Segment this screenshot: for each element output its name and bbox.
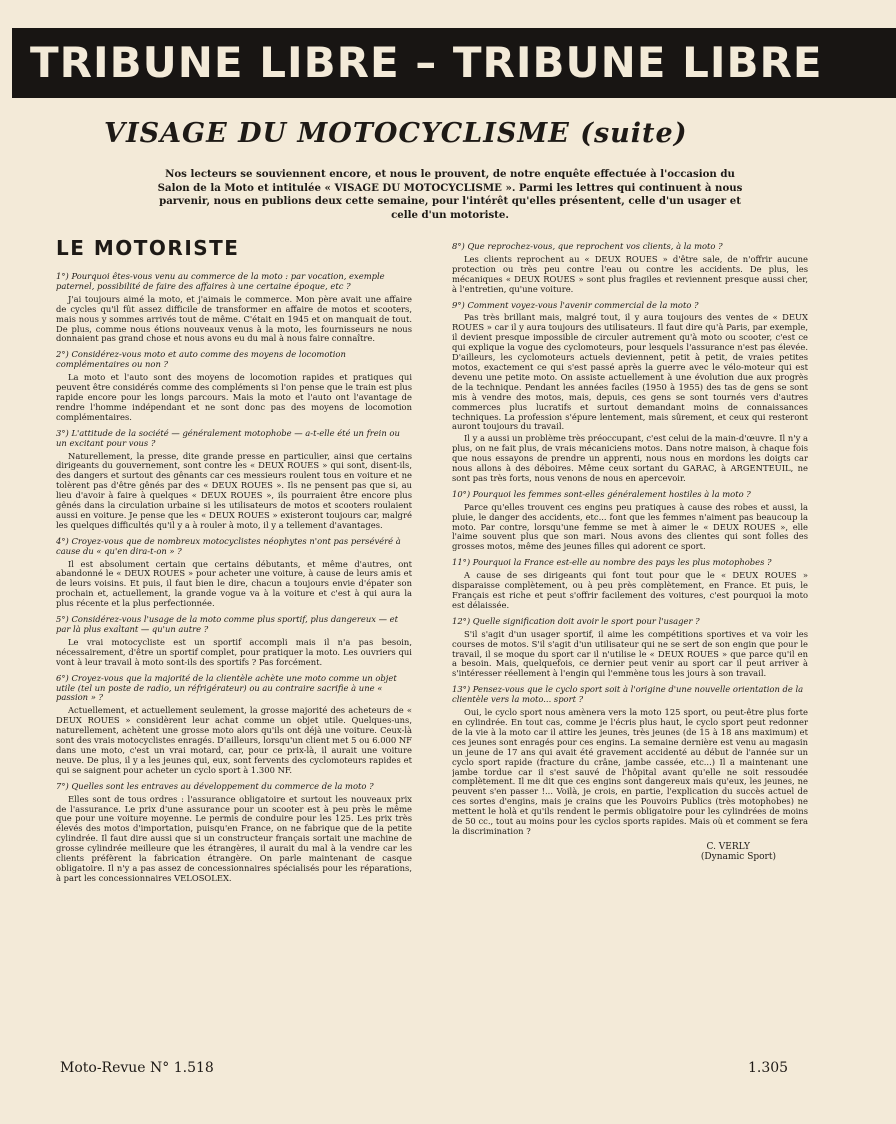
- section-heading: LE MOTORISTE: [56, 236, 240, 260]
- signature-name: C. VERLY: [706, 841, 750, 852]
- answer: Elles sont de tous ordres : l'assurance obligatoire et surtout les nouveaux prix de l'assurance. Le prix d'une assurance pour un scooter est à peu près le même que pour une voiture moyenne. Le permis de conduire pour les 125. Les prix très élevés des motos d'importation, puisqu'en France, on ne fabrique que de la petite cylindrée. Il faut dire aussi que si un constructeur français sortait une machine de grosse cylindrée meilleure que les étrangères, il aurait du mal à la vendre car les clients préfèrent la fabrication étrangère. On parle maintenant de casque obligatoire. Il n'y a pas assez de concessionnaires spécialisés pour les réparations, à part les concessionnaires VELOSOLEX.: [56, 793, 412, 883]
- question: 4°) Croyez-vous que de nombreux motocyclistes néophytes n'ont pas persévéré à cause du « qu'en dira-t-on » ?: [56, 535, 401, 556]
- question: 10°) Pourquoi les femmes sont-elles généralement hostiles à la moto ?: [452, 488, 751, 499]
- answer: J'ai toujours aimé la moto, et j'aimais le commerce. Mon père avait une affaire de cycles qu'il fût assez difficile de transformer en affaire de motos et scooters, mais nous y sommes arrivés tout de même. C'était en 1945 et on manquait de tout. De plus, comme nous étions nouveaux venus à la moto, les fournisseurs ne nous donnaient pas grand chose et nous avons eu du mal à nous faire connaître.: [56, 293, 412, 344]
- question: 5°) Considérez-vous l'usage de la moto comme plus sportif, plus dangereux — et par là plus exaltant — qu'un autre ?: [56, 614, 398, 634]
- answer: A cause de ses dirigeants qui font tout pour que le « DEUX ROUES » disparaisse complètement, ou à peu près complètement, en France. Et puis, le Français est riche et peut s'offrir facilement des voitures, c'est pourquoi la moto est délaissée.: [452, 570, 808, 610]
- question: 9°) Comment voyez-vous l'avenir commercial de la moto ?: [452, 299, 699, 310]
- answer: Le vrai motocycliste est un sportif accompli mais il n'a pas besoin, nécessairement, d'être un sportif complet, pour pratiquer la moto. Les ouvriers qui vont à leur travail à moto sont-ils des sportifs ? Pas forcément.: [56, 636, 412, 667]
- answer: Actuellement, et actuellement seulement, la grosse majorité des acheteurs de « DEUX ROUES » considèrent leur achat comme un objet utile. Quelques-uns, naturellement, achètent une grosse moto alors qu'ils ont déjà une voiture. Ceux-là sont des vrais motocyclistes enragés. D'ailleurs, lorsqu'un client met 5 ou 6.000 NF dans une moto, c'est un vrai motard, car, pour ce prix-là, il aurait une voiture neuve. De plus, il y a les jeunes qui, eux, sont fervents des cyclomoteurs rapides et qui se saignent pour acheter un cyclo sport à 1.300 NF.: [56, 705, 412, 775]
- answer: Il est absolument certain que certains débutants, et même d'autres, ont abandonné le « DEUX ROUES » pour acheter une voiture, à cause de leurs amis et de leurs voisins. Et puis, il faut bien le dire, chacun a toujours envie d'épater son prochain et, actuellement, la grande vogue va à la voiture et c'est à qui aura la plus récente et la plus perfectionnée.: [56, 558, 412, 609]
- question: 6°) Croyez-vous que la majorité de la clientèle achète une moto comme un objet utile (tel un poste de radio, un réfrigérateur) ou au contraire sacrifie à une « passion » ?: [56, 672, 397, 703]
- answer: Oui, le cyclo sport nous amènera vers la moto 125 sport, ou peut-être plus forte en cylindrée. En tout cas, comme je l'écris plus haut, le cyclo sport peut redonner de la vie à la moto car il attire les jeunes, très jeunes (de 15 à 18 ans maximum) et ces jeunes sont enragés pour ces engins. La semaine dernière est venu au magasin un jeune de 17 ans qui avait été gravement accidenté au début de l'année sur un cyclo sport rapide (fracture du crâne, jambe cassée, etc...) Il a maintenant une jambe tordue car il s'est sauvé de l'hôpital avant qu'elle ne soit ressoudée complètement. Il me dit que ces engins sont dangereux mais qu'eux, les jeunes, ne peuvent s'en passer !... Voilà, je crois, en partie, l'explication du succès actuel de ces sortes d'engins, mais je crains que les Pouvoirs Publics (très motophobes) ne mettent le holà et qu'ils rendent le permis obligatoire pour les cylindrées de moins de 50 cc., tout au moins pour les cyclos sports rapides. Mais où et comment se fera la discrimination ?: [452, 707, 808, 836]
- question: 2°) Considérez-vous moto et auto comme des moyens de locomotion complémentaires ou non ?: [56, 349, 346, 370]
- question: 8°) Que reprochez-vous, que reprochent vos clients, à la moto ?: [452, 241, 723, 251]
- question: 1°) Pourquoi êtes-vous venu au commerce de la moto : par vocation, exemple paternel, possibilité de faire des affaires à une certaine époque, etc ?: [56, 271, 385, 291]
- left-column: [56, 266, 412, 1048]
- signature-org: (Dynamic Sport): [700, 851, 776, 862]
- article-intro: Nos lecteurs se souviennent encore, et nous le prouvent, de notre enquête effectuée à l'occasion du Salon de la Moto et intitulée « VISAGE DU MOTOCYCLISME ». Parmi les lettres qui continuent à nous parvenir, nous en publions deux cette semaine, pour l'intérêt qu'elles présentent, celle d'un usager et celle d'un motoriste.: [157, 168, 743, 221]
- answer: Les clients reprochent au « DEUX ROUES » d'être sale, de n'offrir aucune protection ou très peu contre l'eau ou contre les accidents. De plus, les mécaniques « DEUX ROUES » sont plus fragiles et reviennent presque aussi cher, à l'entretien, qu'une voiture.: [452, 253, 808, 294]
- question: 3°) L'attitude de la société — généralement motophobe — a-t-elle été un frein ou un excitant pour vous ?: [56, 427, 400, 448]
- footer-magazine-issue: Moto-Revue N° 1.518: [60, 1060, 214, 1076]
- question: 13°) Pensez-vous que le cyclo sport soit à l'origine d'une nouvelle orientation de la clientèle vers la moto... sport ?: [452, 684, 804, 705]
- answer: La moto et l'auto sont des moyens de locomotion rapides et pratiques qui peuvent être considérés comme des compléments si l'on pense que le train est plus rapide encore pour les longs parcours. Mais la moto et l'auto ont l'avantage de rendre l'homme indépendant et ne sont donc pas des moyens de locomotion complémentaires.: [56, 372, 412, 422]
- answer: S'il s'agit d'un usager sportif, il aime les compétitions sportives et va voir les courses de motos. S'il s'agit d'un utilisateur qui ne se sert de son engin que pour le travail, il se moque du sport car il n'utilise le « DEUX ROUES » que parce qu'il en a besoin. Mais, quelquefois, ce dernier peut venir au sport car il peut arriver à s'intéresser réellement à l'engin qui l'emmène tous les jours à son travail.: [452, 628, 808, 679]
- question: 7°) Quelles sont les entraves au développement du commerce de la moto ?: [56, 780, 374, 791]
- question: 12°) Quelle signification doit avoir le sport pour l'usager ?: [452, 615, 700, 626]
- answer: Pas très brillant mais, malgré tout, il y aura toujours des ventes de « DEUX ROUES » car il y aura toujours des utilisateurs. Il faut dire qu'à Paris, par exemple, il devient presque impossible de circuler autrement qu'à moto ou scooter, c'est ce qui explique la vogue des cyclomoteurs, pour lesquels l'assurance n'est pas élevée. D'ailleurs, les cyclomoteurs actuels deviennent, petit à petit, de vraies petites motos, exactement ce qui s'est passé après la guerre avec le vélo-moteur qui est devenu une petite moto. On assiste actuellement à une évolution due aux progrès de la technique. Pendant les années faciles (1950 à 1955) des tas de gens se sont mis à vendre des motos, mais, depuis, ces gens se sont tournés vers d'autres commerces plus lucratifs et surtout demandant moins de connaissances techniques. La profession s'épure lentement, mais sûrement, et ceux qui resteront auront toujours du travail.: [452, 312, 808, 432]
- answer: Parce qu'elles trouvent ces engins peu pratiques à cause des robes et aussi, la pluie, le danger des accidents, etc... font que les femmes n'aiment pas beaucoup la moto. Par contre, lorsqu'une femme se met à aimer le « DEUX ROUES », elle l'aime souvent plus que son mari. Nous avons des clientes qui sont folles des grosses motos, même des jeunes filles qui adorent ce sport.: [452, 501, 808, 552]
- right-column: [452, 236, 808, 1048]
- tribune-libre-banner: TRIBUNE LIBRE – TRIBUNE LIBRE: [12, 28, 896, 98]
- answer: Il y a aussi un problème très préoccupant, c'est celui de la main-d'œuvre. Il n'y a plus, on ne fait plus, de vrais mécaniciens motos. Dans notre maison, à chaque fois que nous essayons de prendre un apprenti, nous nous en mordons les doigts car nous allons à des déboires. Même ceux sortant du GARAC, à ARGENTEUIL, ne sont pas très forts, nous venons de nous en apercevoir.: [452, 433, 808, 483]
- answer: Naturellement, la presse, dite grande presse en particulier, ainsi que certains dirigeants du gouvernement, sont contre les « DEUX ROUES » qui sont, disent-ils, des dangers et surtout des gênants car ces messieurs roulent tous en voiture et ne tolèrent pas d'être gênés par des « DEUX ROUES ». Ils ne pensent pas que si, au lieu d'avoir à faire à quelques « DEUX ROUES », ils pourraient être encore plus gênés dans la circulation urbaine si les utilisateurs de motos et scooters roulaient aussi en voiture. Je pense que les « DEUX ROUES » existeront toujours car, malgré les quelques difficultés qu'il y a à rouler à moto, il y a tellement d'avantages.: [56, 450, 412, 530]
- question: 11°) Pourquoi la France est-elle au nombre des pays les plus motophobes ?: [452, 557, 772, 568]
- article-title: VISAGE DU MOTOCYCLISME (suite): [104, 118, 688, 149]
- footer-page-number: 1.305: [748, 1060, 789, 1076]
